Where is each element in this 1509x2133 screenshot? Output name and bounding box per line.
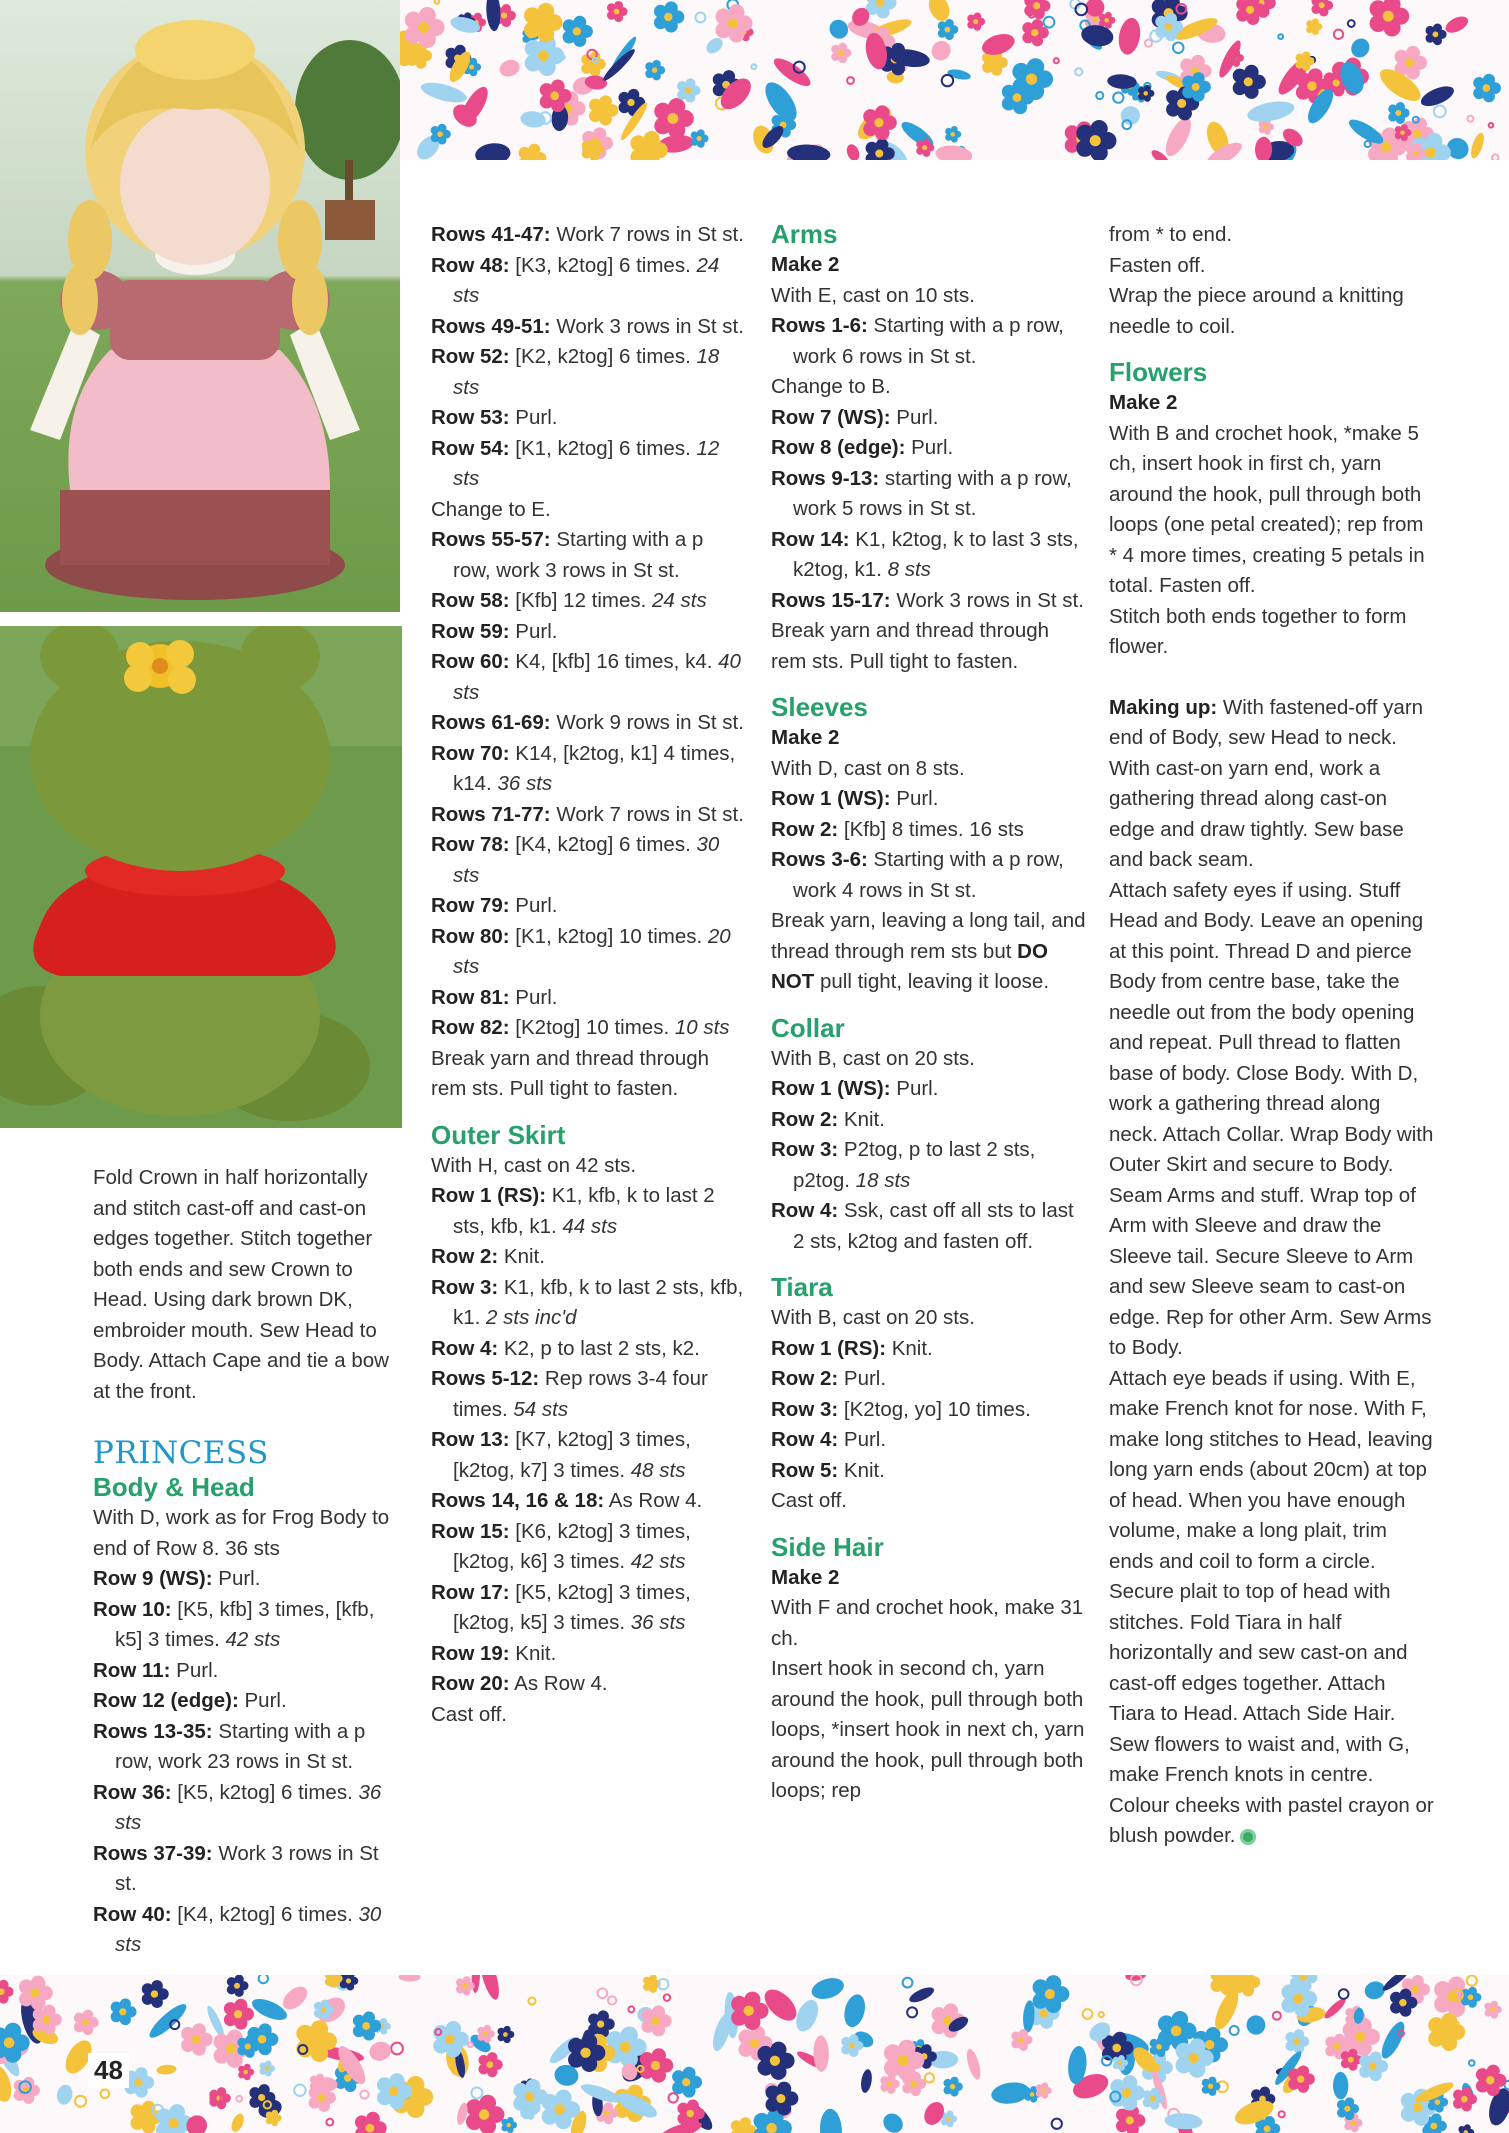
collar-rows <box>771 1074 1086 1257</box>
side-hair-text-1: With F and crochet hook, make 31 ch. <box>771 1596 1084 1650</box>
row-instruction: [K5, k2tog] 3 times, [k2tog, k5] 3 times. <box>453 1580 691 1634</box>
pattern-row <box>431 1273 746 1334</box>
princess-title: PRINCESS <box>93 1435 269 1471</box>
pattern-row <box>431 220 746 251</box>
pattern-row <box>771 433 1086 464</box>
row-label: Row 60: <box>431 650 510 673</box>
crown-finishing-text: Fold Crown in half horizontally and stitch cast-off and cast-on edges together. Stitch together both ends and sew Crown to Head. Using dark brown DK, embroider mouth. Sew Head to Body. Attach Cape and tie a bow at the front. <box>93 1166 389 1403</box>
row-instruction: Work 3 rows in St st. <box>550 314 744 338</box>
stitch-count: 2 sts inc'd <box>486 1306 577 1329</box>
pattern-row <box>771 403 1086 434</box>
row-label: Rows 3-6: <box>771 848 868 871</box>
row-instruction: starting with a p row, work 5 rows in St st. <box>793 466 1072 520</box>
pattern-row <box>771 525 1086 586</box>
row-label: Row 1 (WS): <box>771 1077 891 1100</box>
row-label: Row 4: <box>771 1428 839 1451</box>
row-label: Rows 61-69: <box>431 711 551 734</box>
pattern-row <box>431 403 746 434</box>
arms-rows-a <box>771 311 1086 372</box>
row-label: Rows 15-17: <box>771 588 891 612</box>
pattern-row <box>771 1425 1086 1456</box>
pattern-row <box>431 586 746 617</box>
body-head-heading: Body & Head <box>93 1472 255 1502</box>
row-label: Row 8 (edge): <box>771 436 906 459</box>
flowers-text-1: With B and crochet hook, *make 5 ch, insert hook in first ch, yarn around the hook, pull through both loops (one petal created); rep from * 4 more times, creating 5 petals in total. Fasten off. <box>1109 421 1425 597</box>
row-label: Row 54: <box>431 436 510 460</box>
stitch-count: 48 sts <box>630 1458 686 1482</box>
stitch-count: 10 sts <box>674 1016 730 1039</box>
pattern-row <box>431 800 746 831</box>
left-column <box>93 1163 405 1961</box>
row-instruction: As Row 4. <box>604 1489 703 1512</box>
pattern-row <box>771 586 1086 617</box>
pattern-row <box>93 1686 405 1717</box>
row-instruction: K1, kfb, k to last 2 sts, kfb, k1. <box>453 1184 715 1238</box>
row-instruction: Knit. <box>886 1336 933 1360</box>
body-rows-a <box>431 220 746 495</box>
pattern-row <box>431 1517 746 1578</box>
row-label: Row 10: <box>93 1597 172 1621</box>
row-label: Row 7 (WS): <box>771 405 891 429</box>
flowers-heading: Flowers <box>1109 357 1208 387</box>
row-label: Row 1 (RS): <box>431 1184 547 1207</box>
side-hair-continued-3: Wrap the piece around a knitting needle to coil. <box>1109 284 1404 338</box>
row-label: Row 11: <box>93 1658 171 1682</box>
row-instruction: Starting with a p row, work 4 rows in St st. <box>793 848 1064 902</box>
row-label: Rows 41-47: <box>431 223 551 246</box>
row-instruction: Work 7 rows in St st. <box>550 223 744 246</box>
pattern-row <box>431 647 746 708</box>
row-instruction: As Row 4. <box>509 1672 608 1695</box>
pattern-row <box>771 1135 1086 1196</box>
row-instruction: K1, kfb, k to last 2 sts, kfb, k1. <box>453 1275 744 1329</box>
pattern-row <box>431 342 746 403</box>
row-instruction: [K4, k2tog] 6 times. <box>171 1902 359 1926</box>
pattern-row <box>431 1639 746 1670</box>
arms-make: Make 2 <box>771 253 840 276</box>
outer-skirt-intro: With H, cast on 42 sts. <box>431 1153 637 1177</box>
pattern-row <box>93 1778 405 1839</box>
pattern-row <box>431 1364 746 1425</box>
row-label: Row 9 (WS): <box>93 1567 213 1590</box>
row-label: Row 2: <box>431 1245 499 1268</box>
pattern-row <box>93 1717 405 1778</box>
pattern-row <box>431 1578 746 1639</box>
pattern-row <box>771 1456 1086 1487</box>
side-hair-text-2: Insert hook in second ch, yarn around the hook, pull through both loops, *insert hook in next ch, yarn around the hook, pull through both loops; rep <box>771 1657 1085 1802</box>
row-label: Row 17: <box>431 1580 510 1604</box>
pattern-row <box>431 1486 746 1517</box>
row-instruction: [K6, k2tog] 3 times, [k2tog, k6] 3 times. <box>453 1519 691 1573</box>
row-label: Row 2: <box>771 817 839 841</box>
row-label: Rows 9-13: <box>771 466 880 490</box>
pattern-row <box>771 1074 1086 1105</box>
row-label: Row 36: <box>93 1780 172 1804</box>
stitch-count: 30 sts <box>453 833 720 887</box>
collar-intro: With B, cast on 20 sts. <box>771 1046 975 1070</box>
row-label: Row 52: <box>431 345 510 368</box>
pattern-row <box>771 845 1086 906</box>
pattern-row <box>93 1595 405 1656</box>
stitch-count: 12 sts <box>453 436 720 490</box>
tiara-cast-off: Cast off. <box>771 1489 847 1512</box>
arms-end-text: Break yarn and thread through rem sts. Pull tight to fasten. <box>771 619 1050 673</box>
stitch-count: 42 sts <box>630 1550 686 1573</box>
row-instruction: Ssk, cast off all sts to last 2 sts, k2tog and fasten off. <box>793 1199 1074 1253</box>
row-label: Rows 55-57: <box>431 528 551 551</box>
row-instruction: Knit. <box>838 1458 885 1482</box>
row-label: Row 15: <box>431 1519 510 1543</box>
row-instruction: [K2tog, yo] 10 times. <box>838 1397 1031 1421</box>
flowers-make: Make 2 <box>1109 391 1178 414</box>
row-label: Row 3: <box>431 1275 499 1299</box>
pattern-row <box>431 312 746 343</box>
row-instruction: Knit. <box>838 1107 885 1131</box>
row-instruction: P2tog, p to last 2 sts, p2tog. <box>793 1138 1036 1192</box>
row-instruction: [K1, k2tog] 10 times. <box>509 924 708 948</box>
arms-change-text: Change to B. <box>771 375 891 398</box>
row-label: Rows 49-51: <box>431 314 551 338</box>
pattern-row <box>431 1425 746 1486</box>
outer-skirt-heading: Outer Skirt <box>431 1119 566 1150</box>
row-instruction: [Kfb] 12 times. <box>509 589 653 612</box>
bottom-floral-banner <box>0 1975 1509 2133</box>
pattern-row <box>431 1334 746 1365</box>
column-3 <box>771 218 1086 1807</box>
pattern-row <box>771 1334 1086 1365</box>
pattern-row <box>431 1181 746 1242</box>
floral-pattern <box>0 1975 1509 2133</box>
body-head-intro: With D, work as for Frog Body to end of Row 8. 36 sts <box>93 1506 390 1560</box>
making-up-text-1: Making up: With fastened-off yarn end of Body, sew Head to neck. With cast-on yarn end, work a gathering thread along cast-on edge and draw tightly. Sew base and back seam. <box>1109 695 1424 871</box>
pattern-row <box>93 1564 405 1595</box>
pattern-row <box>431 891 746 922</box>
column-2 <box>431 220 746 1730</box>
pattern-row <box>771 1196 1086 1257</box>
pattern-row <box>771 311 1086 372</box>
photo-divider <box>0 612 406 626</box>
row-label: Rows 71-77: <box>431 802 551 826</box>
pattern-row <box>431 983 746 1014</box>
stitch-count: 18 sts <box>453 345 720 399</box>
row-instruction: [K3, k2tog] 6 times. <box>509 253 697 277</box>
sleeves-rows <box>771 784 1086 906</box>
pattern-row <box>771 1364 1086 1395</box>
row-instruction: Purl. <box>238 1689 287 1712</box>
arms-intro: With E, cast on 10 sts. <box>771 283 975 307</box>
change-to-e-text: Change to E. <box>431 497 551 521</box>
row-instruction: Purl. <box>890 405 939 429</box>
row-instruction: Purl. <box>890 1077 939 1100</box>
stitch-count: 18 sts <box>855 1168 911 1192</box>
sleeves-end-text: Break yarn, leaving a long tail, and thread through rem sts but DO NOT pull tight, leaving it loose. <box>771 909 1086 993</box>
row-label: Row 19: <box>431 1641 510 1665</box>
row-label: Rows 1-6: <box>771 314 868 337</box>
outer-skirt-rows <box>431 1181 746 1700</box>
row-label: Row 4: <box>431 1336 499 1360</box>
body-rows-b <box>431 525 746 1044</box>
pattern-row <box>93 1656 405 1687</box>
row-label: Row 1 (RS): <box>771 1336 887 1360</box>
row-instruction: Purl. <box>838 1428 887 1451</box>
row-instruction: K1, k2tog, k to last 3 sts, k2tog, k1. <box>793 527 1079 581</box>
floral-pattern <box>400 0 1509 160</box>
row-instruction: [K5, kfb] 3 times, [kfb, k5] 3 times. <box>115 1597 375 1651</box>
page-number: 48 <box>88 2053 129 2088</box>
tiara-intro: With B, cast on 20 sts. <box>771 1306 975 1329</box>
yarn-ball-end-icon <box>1240 1829 1256 1845</box>
sleeves-intro: With D, cast on 8 sts. <box>771 756 965 780</box>
row-instruction: Starting with a p row, work 6 rows in St st. <box>793 314 1064 368</box>
stitch-count: 44 sts <box>562 1214 618 1238</box>
row-instruction: [K2tog] 10 times. <box>509 1016 675 1039</box>
making-up-text-3: Attach eye beads if using. With E, make French knot for nose. With F, make long stitches to Head, leaving long yarn ends (about 20cm) at top of head. When you have enough volume, make a long plait, trim ends and coil to form a circle. Secure plait to top of head with stitches. Fold Tiara in half horizontally and sew cast-on and cast-off edges together. Attach Tiara to Head. Attach Side Hair. Sew flowers to waist and, with G, make French knots in centre. Colour cheeks with pastel crayon or blush powder. <box>1109 1366 1434 1847</box>
row-label: Row 20: <box>431 1672 510 1695</box>
row-label: Row 79: <box>431 894 510 917</box>
row-instruction: Work 3 rows in St st. <box>115 1841 379 1895</box>
row-label: Row 12 (edge): <box>93 1689 239 1712</box>
row-label: Row 14: <box>771 527 850 551</box>
row-label: Row 78: <box>431 833 510 856</box>
row-label: Row 70: <box>431 741 510 765</box>
pattern-row <box>431 708 746 739</box>
row-instruction: [K5, k2tog] 6 times. <box>171 1780 359 1804</box>
side-hair-continued-1: from * to end. <box>1109 223 1233 246</box>
break-yarn-text: Break yarn and thread through rem sts. Pull tight to fasten. <box>431 1046 710 1100</box>
row-label: Row 82: <box>431 1016 510 1039</box>
side-hair-make: Make 2 <box>771 1565 840 1589</box>
row-label: Row 2: <box>771 1367 839 1390</box>
stitch-count: 24 sts <box>652 589 707 612</box>
tiara-rows <box>771 1334 1086 1487</box>
row-label: Row 3: <box>771 1397 839 1421</box>
pattern-row <box>771 464 1086 525</box>
row-instruction: Work 9 rows in St st. <box>550 711 744 734</box>
row-label: Row 5: <box>771 1458 839 1482</box>
row-instruction: Work 3 rows in St st. <box>890 588 1084 612</box>
row-label: Rows 5-12: <box>431 1367 540 1390</box>
row-instruction: Purl. <box>509 894 558 917</box>
stitch-count: 36 sts <box>115 1780 382 1834</box>
stitch-count: 54 sts <box>513 1397 569 1421</box>
row-label: Row 4: <box>771 1199 839 1222</box>
row-instruction: [K1, k2tog] 6 times. <box>509 436 697 460</box>
row-label: Row 81: <box>431 985 510 1009</box>
stitch-count: 40 sts <box>453 650 741 704</box>
row-label: Row 48: <box>431 253 510 277</box>
pattern-row <box>431 434 746 495</box>
pattern-row <box>431 617 746 648</box>
row-label: Rows 14, 16 & 18: <box>431 1489 605 1512</box>
row-instruction: Purl. <box>212 1567 261 1590</box>
sleeves-make: Make 2 <box>771 726 840 749</box>
pattern-row <box>771 784 1086 815</box>
row-instruction: Rep rows 3-4 four times. <box>453 1367 708 1421</box>
row-instruction: Purl. <box>905 436 954 459</box>
row-label: Row 13: <box>431 1428 510 1451</box>
row-instruction: Purl. <box>890 787 939 810</box>
row-instruction: Knit. <box>498 1245 545 1268</box>
row-instruction: Purl. <box>838 1367 887 1390</box>
pattern-row <box>771 1105 1086 1136</box>
pattern-row <box>431 525 746 586</box>
side-hair-continued-2: Fasten off. <box>1109 253 1206 277</box>
top-floral-banner <box>400 0 1509 160</box>
pattern-row <box>431 1013 746 1044</box>
frog-doll-photo <box>0 626 402 1128</box>
pattern-row <box>771 815 1086 846</box>
row-instruction: Purl. <box>509 985 558 1009</box>
flowers-text-2: Stitch both ends together to form flower. <box>1109 604 1407 658</box>
row-instruction: [Kfb] 8 times. 16 sts <box>838 817 1024 841</box>
row-label: Row 59: <box>431 619 510 643</box>
princess-doll-photo <box>0 0 400 612</box>
row-label: Row 3: <box>771 1138 839 1161</box>
row-label: Rows 37-39: <box>93 1841 213 1865</box>
pattern-row <box>431 1242 746 1273</box>
row-instruction: K2, p to last 2 sts, k2. <box>498 1336 700 1360</box>
row-instruction: Knit. <box>509 1641 557 1665</box>
pattern-row <box>431 251 746 312</box>
stitch-count: 42 sts <box>225 1628 281 1651</box>
tiara-heading: Tiara <box>771 1272 833 1302</box>
arms-rows-b <box>771 403 1086 617</box>
row-label: Row 40: <box>93 1902 172 1926</box>
row-instruction: Purl. <box>509 406 558 429</box>
row-label: Row 53: <box>431 406 510 429</box>
sleeves-heading: Sleeves <box>771 692 868 722</box>
pattern-row <box>431 739 746 800</box>
body-head-rows <box>93 1564 405 1961</box>
row-instruction: Purl. <box>509 619 558 643</box>
outer-skirt-cast-off: Cast off. <box>431 1702 507 1726</box>
stitch-count: 30 sts <box>115 1902 382 1956</box>
making-up-text-2: Attach safety eyes if using. Stuff Head and Body. Leave an opening at this point. Thread D and pierce Body from centre base, take the needle out from the body opening and repeat. Pull thread to flatten base of body. Close Body. With D, work a gathering thread along neck. Attach Collar. Wrap Body with Outer Skirt and secure to Body. Seam Arms and stuff. Wrap top of Arm with Sleeve and draw the Sleeve tail. Secure Sleeve to Arm and sew Sleeve seam to cast-on edge. Rep for other Arm. Sew Arms to Body. <box>1109 878 1434 1359</box>
arms-heading: Arms <box>771 219 838 249</box>
row-instruction: [K7, k2tog] 3 times, [k2tog, k7] 3 times. <box>453 1428 691 1482</box>
row-instruction: K14, [k2tog, k1] 4 times, k14. <box>453 741 736 795</box>
row-label: Row 58: <box>431 589 510 612</box>
row-instruction: Starting with a p row, work 3 rows in St st. <box>453 528 704 582</box>
row-label: Row 2: <box>771 1107 839 1131</box>
pattern-row <box>431 922 746 983</box>
row-label: Row 80: <box>431 924 510 948</box>
row-instruction: [K2, k2tog] 6 times. <box>509 345 697 368</box>
row-instruction: Purl. <box>170 1658 219 1682</box>
pattern-row <box>771 1395 1086 1426</box>
row-instruction: Starting with a p row, work 23 rows in St st. <box>115 1719 366 1773</box>
stitch-count: 8 sts <box>887 558 931 581</box>
row-instruction: K4, [kfb] 16 times, k4. <box>509 650 719 673</box>
row-label: Row 1 (WS): <box>771 787 891 810</box>
pattern-row <box>431 1669 746 1700</box>
stitch-count: 20 sts <box>453 924 731 978</box>
photo-bottom-border <box>0 1128 406 1148</box>
column-4 <box>1109 220 1434 1852</box>
stitch-count: 36 sts <box>497 772 553 795</box>
stitch-count: 36 sts <box>630 1611 686 1634</box>
pattern-row <box>93 1839 405 1900</box>
side-hair-heading: Side Hair <box>771 1531 884 1562</box>
row-instruction: Work 7 rows in St st. <box>550 802 744 826</box>
row-label: Rows 13-35: <box>93 1719 213 1743</box>
stitch-count: 24 sts <box>453 253 720 307</box>
collar-heading: Collar <box>771 1012 845 1043</box>
row-instruction: [K4, k2tog] 6 times. <box>509 833 697 856</box>
pattern-row <box>93 1900 405 1961</box>
pattern-row <box>431 830 746 891</box>
